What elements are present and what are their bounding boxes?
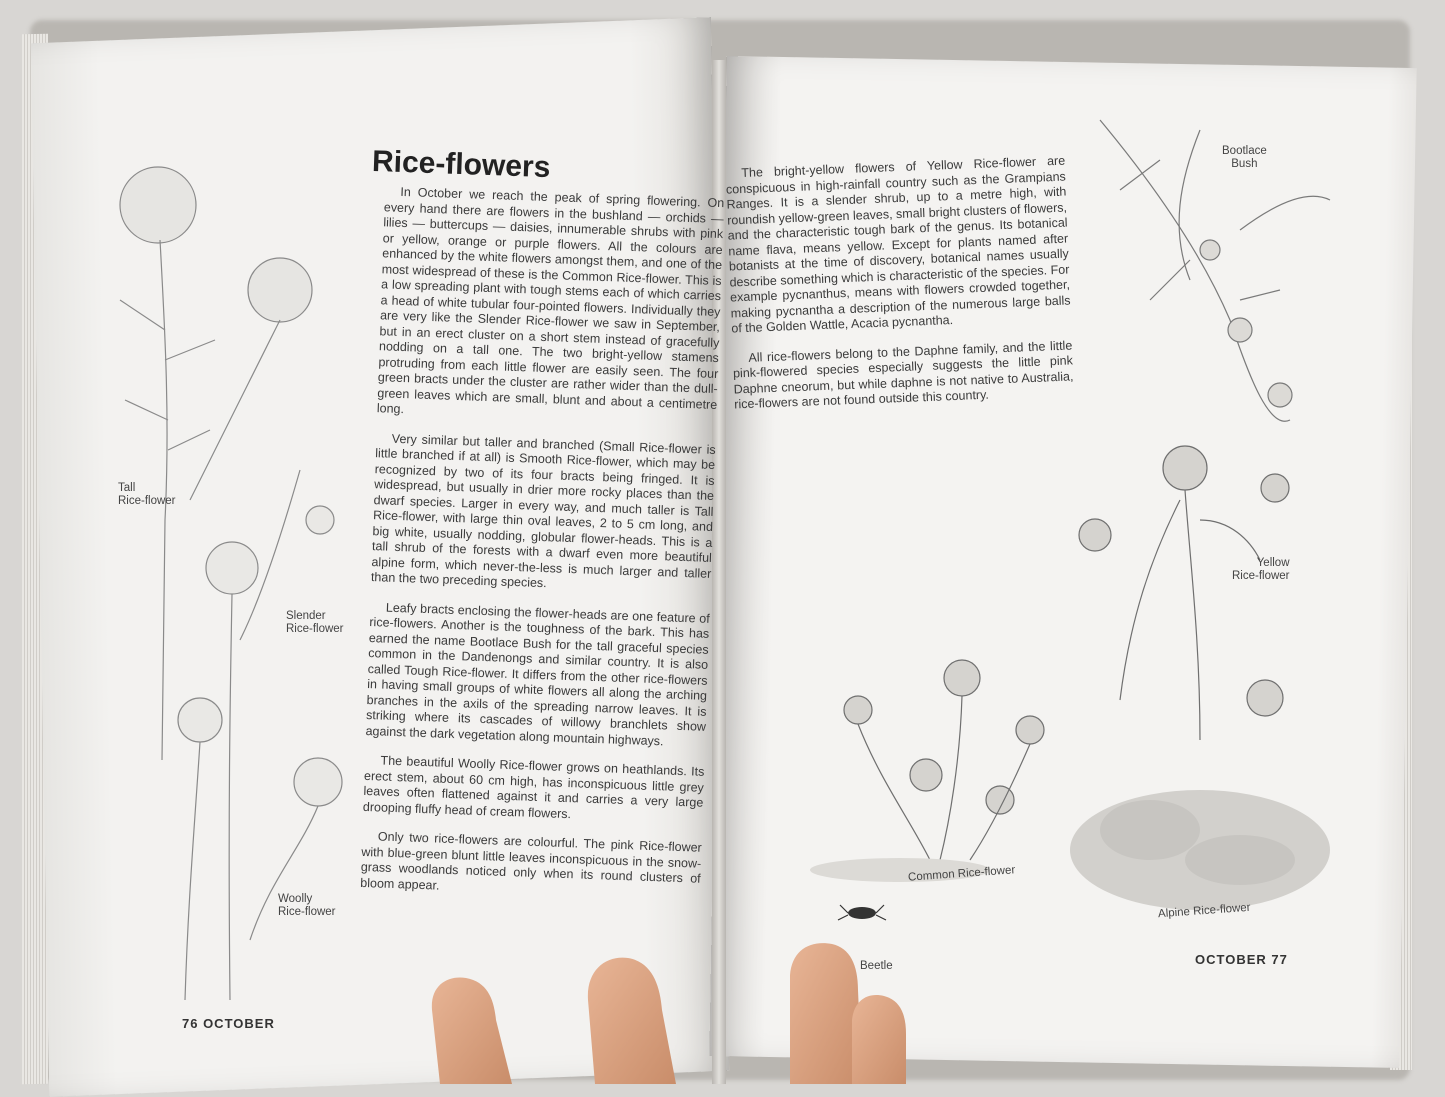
right-page-number: OCTOBER 77 xyxy=(1195,952,1288,967)
left-page-number: 76 OCTOBER xyxy=(182,1016,275,1031)
page-title: Rice-flowers xyxy=(371,144,551,185)
finger-1 xyxy=(432,977,512,1084)
label-slender-rice-flower: Slender Rice-flower xyxy=(286,610,344,635)
paragraph: Only two rice-flowers are colourful. The pink Rice-flower with blue-green blunt little leaves inconspicuous in the snow-grass woodlands noticed only when its round clusters of bloom appear. xyxy=(360,829,702,893)
paragraph: Leafy bracts enclosing the flower-heads are one feature of rice-flowers. Another is the toughness of the bark. This has earned the name Bootlace Bush for the tall graceful species common in the Dandenongs and similar country. It is also called Tough Rice-flower. It differs from the other rice-flowers in having small groups of white flowers all along the arching branches in the axils of the spreading narrow leaves. It is striking where its cascades of willowy branchlets show against the dark vegetation along mountain highways. xyxy=(365,600,710,748)
paragraph: The bright-yellow flowers of Yellow Rice-flower are conspicuous in high-rainfall country such as the Grampians Ranges. It is a slender shrub, up to a metre high, with roundish yellow-green leaves, small bright clusters of flowers, and the characteristic tough bark of the genus. Its botanical name flava, means yellow. Except for plants named after botanists at the time of discovery, botanical names usually describe something which is characteristic of the species. For example pycnanthus, means with flowers crowded together, making pycnantha a description of the numerous large balls of the Golden Wattle, Acacia pycnantha. xyxy=(725,153,1071,336)
label-beetle: Beetle xyxy=(860,960,893,972)
label-tall-rice-flower: Tall Rice-flower xyxy=(118,482,176,507)
label-yellow-rice-flower: Yellow Rice-flower xyxy=(1232,557,1290,582)
label-common-rice-flower: Common Rice-flower xyxy=(907,864,1016,884)
paragraph: Very similar but taller and branched (Small Rice-flower is little branched if at all) is Smooth Rice-flower, which may be recognized by two of its four bracts being fringed. It is widespread, but usually in drier more rocky places than the dwarf species. Larger in every way, and much taller is Tall Rice-flower, with large thin oval leaves, 2 to 5 cm long, and big white, usually nodding, globular flower-heads. This is a tall shrub of the forests with a dwarf even more beautiful alpine form, which never-the-less is much larger and taller than the two preceding species. xyxy=(370,431,716,591)
label-alpine-rice-flower: Alpine Rice-flower xyxy=(1157,901,1251,921)
paragraph: All rice-flowers belong to the Daphne family, and the little pink-flowered species especially suggests the little pink Daphne cneorum, but while daphne is not native to Australia, rice-flowers are not found outside this country. xyxy=(732,337,1074,412)
finger-3 xyxy=(790,943,862,1084)
finger-4 xyxy=(852,995,906,1084)
paragraph: The beautiful Woolly Rice-flower grows on heathlands. Its erect stem, about 60 cm high, has inconspicuous little grey leaves often flattened against it and carries a very large drooping fluffy head of cream flowers. xyxy=(362,753,705,821)
label-bootlace-bush: Bootlace Bush xyxy=(1222,145,1267,170)
paragraph: In October we reach the peak of spring flowering. On every hand there are flowers in the bushland — orchids — lilies — buttercups — daisies, innumerable shrubs with pink or yellow, orange or purple flowers. All the colours are enhanced by the white flowers amongst them, and one of the most widespread of these is the Common Rice-flower. This is a low spreading plant with tough stems each of which carries a head of white tubular four-pointed flowers. Individually they are very like the Slender Rice-flower we saw in September, but in an erect cluster on a short stem instead of gracefully nodding on a tall one. The two bright-yellow stamens protruding from each little flower are easily seen. The four green bracts under the cluster are rather wider than the dull-green leaves which are small, blunt and about a centimetre long. xyxy=(376,184,725,417)
finger-2 xyxy=(588,958,676,1084)
label-woolly-rice-flower: Woolly Rice-flower xyxy=(278,893,336,918)
